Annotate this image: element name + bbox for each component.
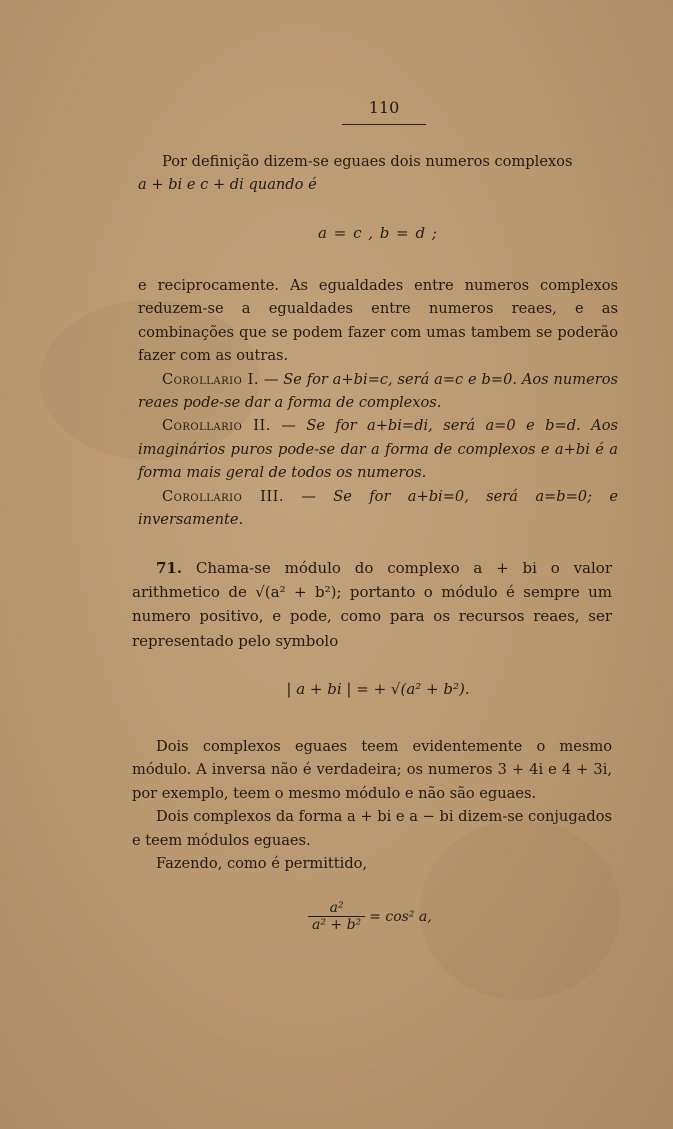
corollary-text: — Se for a+bi=0, será a=b=0; e inversamente. (138, 487, 618, 529)
fraction-numerator: a² (308, 900, 365, 917)
corollary-text: — Se for a+bi=c, será a=c e b=0. Aos numeros reaes pode-se dar a forma de complexos. (138, 370, 618, 412)
page-number: 110 (368, 98, 400, 117)
fraction-denominator: a² + b² (312, 917, 362, 933)
text-block-modulo (132, 735, 612, 875)
corollary-text: — Se for a+bi=di, será a=0 e b=d. Aos imaginários puros pode-se dar a forma de complexos e a+bi é a forma mais geral de todos os numeros. (138, 417, 618, 482)
text-block-corollaries (138, 274, 618, 531)
corollary-2 (138, 414, 618, 484)
paragraph-reciprocal: e reciprocamente. As egualdades entre numeros complexos reduzem-se a egualdades entre numeros reaes, e as combinações que se podem fazer com umas tambem se poderão fazer com as outras. (138, 277, 618, 365)
corollary-1 (138, 368, 618, 415)
section-71 (132, 556, 612, 653)
corollary-label: Corollario III. (162, 487, 285, 505)
equation-equality: a = c , b = d ; (318, 224, 438, 242)
equation-cosine (308, 900, 432, 933)
fraction-rhs: = cos² a, (369, 908, 432, 925)
page-number-rule (342, 124, 426, 125)
corollary-label: Corollario II. (162, 417, 271, 435)
paragraph-line: a + bi e c + di quando é (138, 176, 317, 194)
corollary-label: Corollario I. (162, 370, 259, 388)
paragraph-setting: Fazendo, como é permittido, (156, 855, 368, 873)
section-text: Chama-se módulo do complexo a + bi o valor arithmetico de √(a² + b²); portanto o módulo é sempre um numero positivo, e pode, como para os recursos reaes, ser representado pelo symbolo (132, 559, 612, 650)
paragraph-conjugates: Dois complexos da forma a + bi e a − bi dizem-se conjugados e teem módulos eguaes. (132, 808, 612, 849)
fraction (308, 900, 365, 933)
equation-modulo: | a + bi | = + √(a² + b²). (286, 680, 470, 698)
paragraph-line: Por definição dizem-se eguaes dois numeros complexos (162, 153, 573, 170)
paragraph-inverse: Dois complexos eguaes teem evidentemente o mesmo módulo. A inversa não é verdadeira; os numeros 3 + 4i e 4 + 3i, por exemplo, teem o mesmo módulo e não são eguaes. (132, 738, 612, 802)
section-number: 71. (156, 559, 183, 577)
section-paragraph (132, 556, 612, 653)
corollary-3 (138, 485, 618, 532)
paragraph-definition (138, 150, 618, 197)
